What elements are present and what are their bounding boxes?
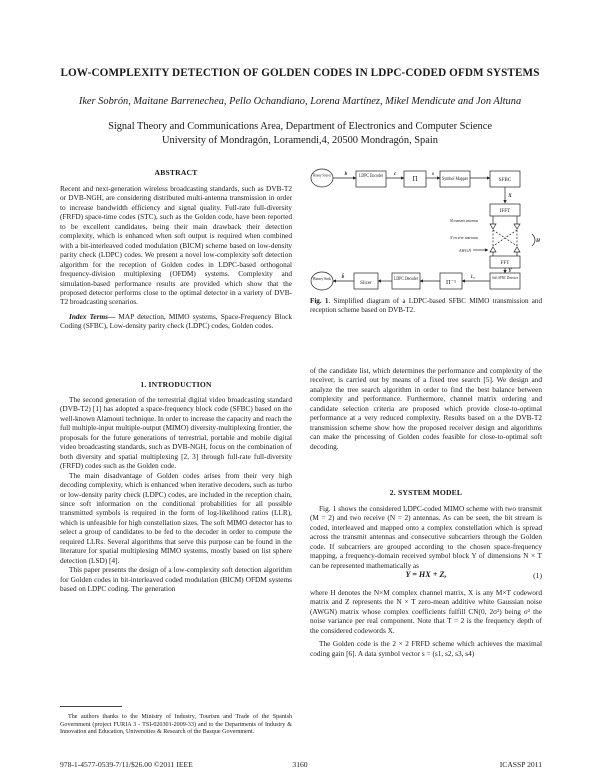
index-terms-text: MAP detection, MIMO systems, Space-Frequency Block Coding (SFBC), Low-density parity check (LDPC) codes, Golden codes. [60,311,293,331]
index-terms [60,312,292,331]
y-label: Y [508,268,512,274]
binary-sink-label: Binary Sink [313,276,332,281]
h-label: H [535,238,541,244]
deinterleaver-label: Π⁻¹ [445,279,457,286]
figure-caption [310,297,542,316]
equation-text: Y = HX + Z, [405,570,447,579]
author-list: Iker Sobrón, Maitane Barrenechea, Pello Ochandiano, Lorena Martínez, Mikel Mendicute and Jon Altuna [78,96,522,107]
lc-sub: c [473,276,476,281]
fft-label: FFT [500,260,510,266]
affiliation [0,120,600,148]
abstract-heading: ABSTRACT [154,168,198,177]
system-model-body [310,504,542,570]
equation-number: (1) [533,571,542,580]
abstract-text: Recent and next-generation wireless broadcasting standards, such as DVB-T2 or DVB-NGH, are considering distributed multi-antenna transmission in order to increase bandwidth efficiency and signal quality. Full-rate full-diversity (FRFD) space-time codes (STC), such as the Golden code, have been reported to be excellent candidates, being their main drawback their detection complexity, which is enhanced when soft output is required when combined with a bit-interleaved coded modulation (BICM) scheme based on low-density parity check (LDPC) codes. We present a novel low-complexity soft detection algorithm for the reception of Golden codes in LDPC-based orthogonal frequency-division multiplexing (OFDM) systems. Complexity and simulation-based performance results are provided which show that the proposed detector performs close to the optimal detector in a variety of DVB-T2 broadcasting scenarios. [60,184,292,307]
m-transmit-label: M transmit antennas [449,218,479,223]
footnote-rule [60,706,122,707]
system-model-paragraph-2: where H denotes the N×M complex channel matrix, X is any M×T codeword matrix and Z represents the N × T zero-mean additive white Gaussian noise (AWGN) matrix whose complex coefficients fulfill CN(0, 2σ²) being σ² the noise variance per real component. Note that T = 2 is the frequency depth of the considered codewords X. [310,588,542,635]
ifft-label: IFFT [499,208,511,214]
footer-page-number: 3160 [292,760,308,769]
lc-main: L [470,274,474,280]
c-label: c [393,171,397,177]
b-hat-label: b̂ [341,274,345,280]
system-diagram [310,160,542,292]
affiliation-line-1: Signal Theory and Communications Area, Department of Electronics and Computer Science [108,121,492,132]
intro-paragraph-2: The main disadvantage of Golden codes arises from their very high decoding complexity, which is enhanced when iterative decoders, such as turbo or low-density parity check (LDPC) codes, are included in the reception chain, since soft information on the conditional probabilities for all possible transmitted symbols is required in the form of log-likelihood ratios (LLR), which is unfeasible for high constellation sizes. The soft MIMO detector has to select a group of candidates to be fed to the decoder in order to compute the required LLRs. Several algorithms that serve this purpose can be found in the literature for spatial multiplexing MIMO systems, mostly based on list sphere detection (LSD) [4]. [60,470,292,565]
system-model-heading: 2. SYSTEM MODEL [389,488,463,497]
ldpc-decoder-label: LDPC Decoder [394,277,419,282]
system-model-paragraph-3: The Golden code is the 2 × 2 FRFD scheme which achieves the maximal coding gain [6]. A data symbol vector s = (s1, s2, s3, s4) [310,639,542,658]
ldpc-encoder-label: LDPC Encoder [359,174,384,179]
system-model-body-2 [310,588,542,658]
lc-label [470,274,476,280]
footnote [60,714,292,737]
binary-source-label-1: Binary Source [313,172,331,178]
index-terms-label: Index Terms— [69,311,116,321]
interleaver-label: Π [412,175,418,183]
figure-caption-label: Fig. 1 [310,297,329,305]
paper-title: LOW-COMPLEXITY DETECTION OF GOLDEN CODES IN LDPC-CODED OFDM SYSTEMS [60,67,540,79]
soft-sfbc-label: Soft SFBC Detector [492,275,519,280]
awgn-label: AWGN [458,248,472,253]
footer-isbn: 978-1-4577-0539-7/11/$26.00 ©2011 IEEE [60,760,193,769]
sfbc-label: SFBC [498,177,512,183]
footer-conference: ICASSP 2011 [499,760,542,769]
intro-paragraph-3: This paper presents the design of a low-complexity soft detection algorithm for Golden codes in bit-interleaved coded modulation (BICM) OFDM systems based on LDPC coding. The generation [60,565,292,594]
symbol-mapper-label: Symbol Mapper [442,177,469,182]
binary-sink-node [311,272,333,290]
footnote-text: The authors thanks to the Ministry of Industry, Tourism and Trade of the Spanish Government (project FURIA 3 - TSI-020301-2009-33) and to the Departments of Industry & Innovation and Education, Universities & Research of the Basque Government. [60,714,292,736]
equation-1 [310,570,542,584]
affiliation-line-2: University of Mondragón, Loramendi,4, 20500 Mondragón, Spain [162,135,438,146]
intro-heading: 1. INTRODUCTION [140,380,212,389]
s-label: s [431,171,435,177]
x-label: X [508,193,512,199]
continuation-paragraph: of the candidate list, which determines the performance and complexity of the receiver, is carried out by means of a fixed tree search [5]. We design and analyze the tree search algorithm in order to find the best balance between complexity and performance. Furthermore, channel matrix ordering and candidate selection criteria are proposed which provide close-to-optimal performance at a very reduced complexity. Results based on a the DVB-T2 transmission scheme show how the proposed receiver design and algorithms can make the processing of Golden codes feasible for close-to-optimal soft decoding. [310,366,542,451]
slicer-label: Slicer [360,281,372,286]
system-model-paragraph-1: Fig. 1 shows the considered LDPC-coded MIMO scheme with two transmit (M = 2) and two receive (N = 2) antennas. As can be seen, the bit stream is coded, interleaved and mapped onto a complex constellation which is spread across the transmit antennas and consecutive subcarriers through the Golden code. If subcarriers are grouped according to the chosen space-frequency mapping, a frequency-domain received symbol block Y of dimensions N × T can be represented mathematically as [310,504,542,570]
n-receive-label: N receive antennas [449,235,479,240]
intro-paragraph-1: The second generation of the terrestrial digital video broadcasting standard (DVB-T2) [1] has adopted a space-frequency block code (SFBC) based on the well-known Alamouti technique. In order to increase the capacity and reach the full multiple-input multiple-output (MIMO) diversity-multiplexing frontier, the proposals for the future generations of terrestrial, portable and mobile digital video broadcasting standards, such as DVB-NGH, focus on the combination of both diversity and spatial multiplexing [2, 3] through full-rate full-diversity (FRFD) codes such as the Golden code. [60,395,292,471]
figure-caption-text: . Simplified diagram of a LDPC-based SFBC MIMO transmission and reception scheme based on DVB-T2. [310,297,542,315]
intro-body [60,395,292,594]
b-label: b [344,171,348,177]
right-column-continuation [310,366,542,451]
abstract-body [60,184,292,331]
